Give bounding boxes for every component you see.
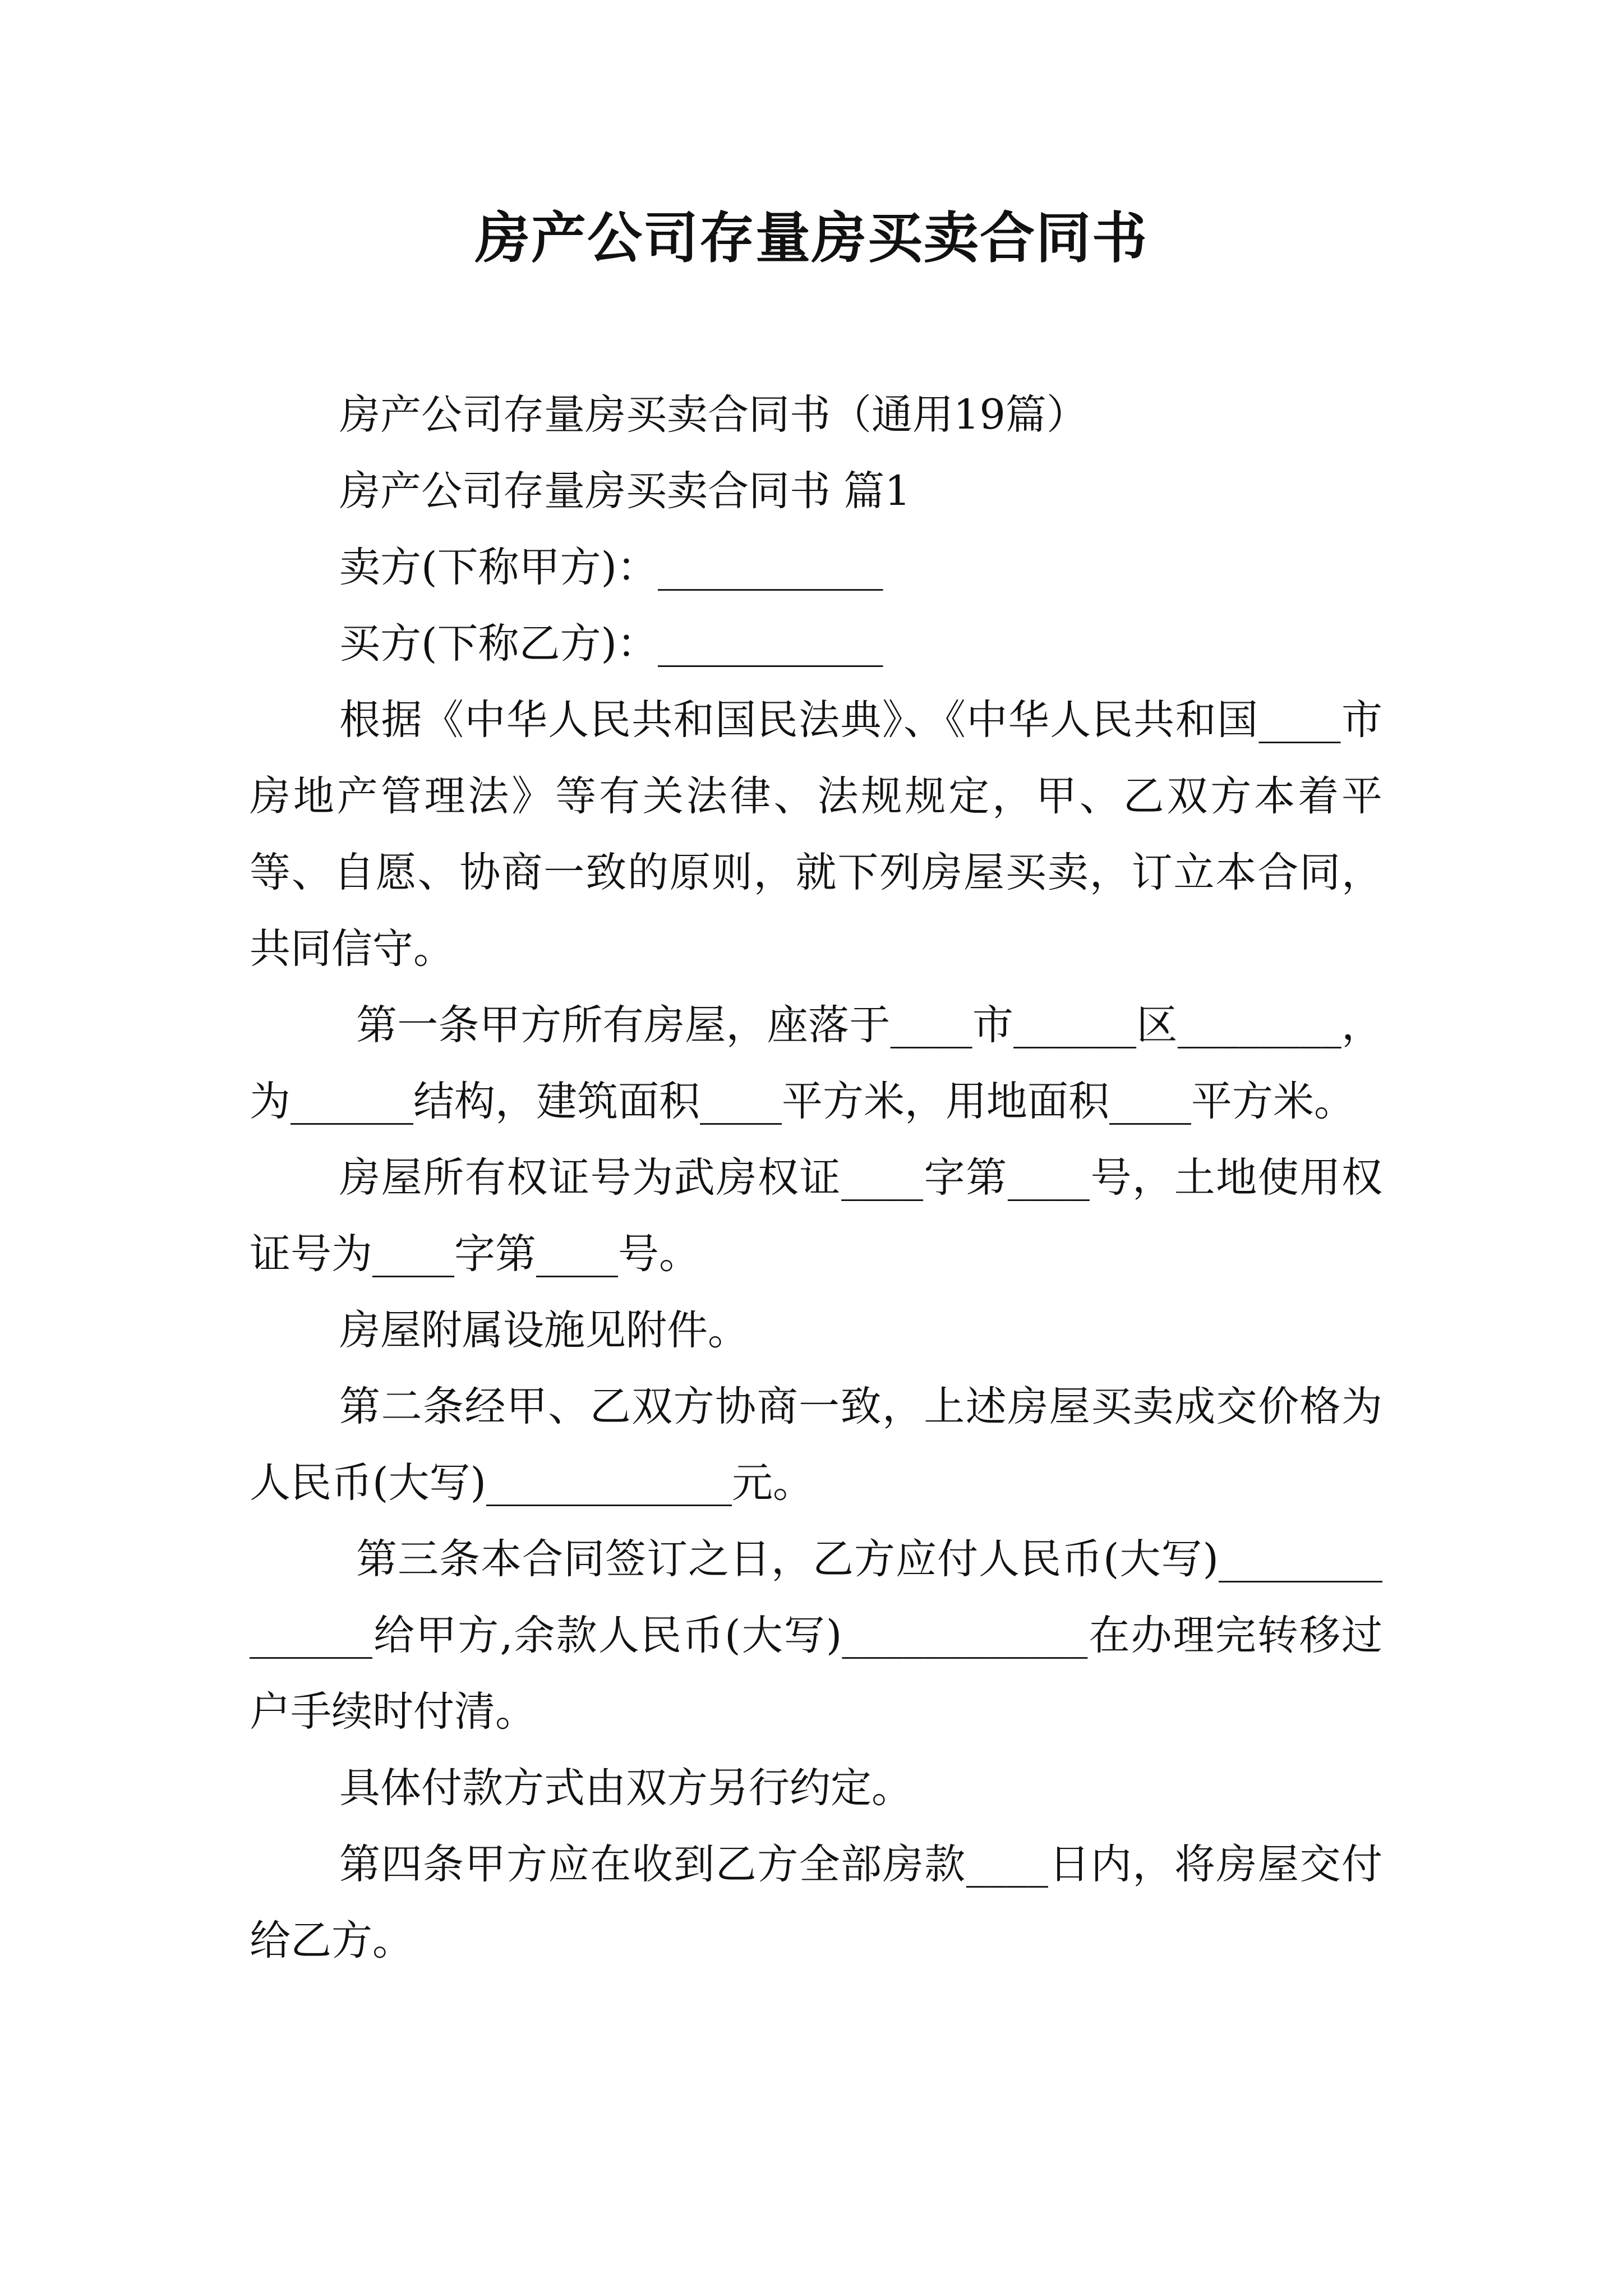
paragraph-section-heading: 房产公司存量房买卖合同书 篇1	[339, 467, 911, 515]
document-body	[250, 377, 1382, 1979]
document-title: 房产公司存量房买卖合同书	[474, 206, 1148, 270]
paragraph-article-1: 第一条甲方所有房屋，座落于____市______区________，为______结构，建筑面积____平方米，用地面积____平方米。	[250, 1001, 1382, 1125]
paragraph-seller: 卖方(下称甲方)：___________	[339, 544, 883, 591]
paragraph-subtitle: 房产公司存量房买卖合同书（通用19篇）	[339, 391, 1087, 439]
paragraph-article-4: 第四条甲方应在收到乙方全部房款____日内，将房屋交付给乙方。	[250, 1841, 1382, 1964]
paragraph-certificate: 房屋所有权证号为武房权证____字第____号，土地使用权证号为____字第____号。	[250, 1154, 1382, 1278]
paragraph-article-2: 第二条经甲、乙双方协商一致，上述房屋买卖成交价格为人民币(大写)____________元。	[250, 1383, 1382, 1507]
paragraph-payment-method: 具体付款方式由双方另行约定。	[339, 1764, 912, 1812]
paragraph-buyer: 买方(下称乙方)：___________	[339, 620, 883, 668]
paragraph-article-3: 第三条本合同签订之日，乙方应付人民币(大写)______________给甲方,余款人民币(大写)____________在办理完转移过户手续时付清。	[250, 1535, 1382, 1736]
paragraph-preamble: 根据《中华人民共和国民法典》、《中华人民共和国____市房地产管理法》等有关法律、法规规定，甲、乙双方本着平等、自愿、协商一致的原则，就下列房屋买卖，订立本合同，共同信守。	[250, 696, 1382, 973]
paragraph-facilities: 房屋附属设施见附件。	[339, 1306, 749, 1354]
